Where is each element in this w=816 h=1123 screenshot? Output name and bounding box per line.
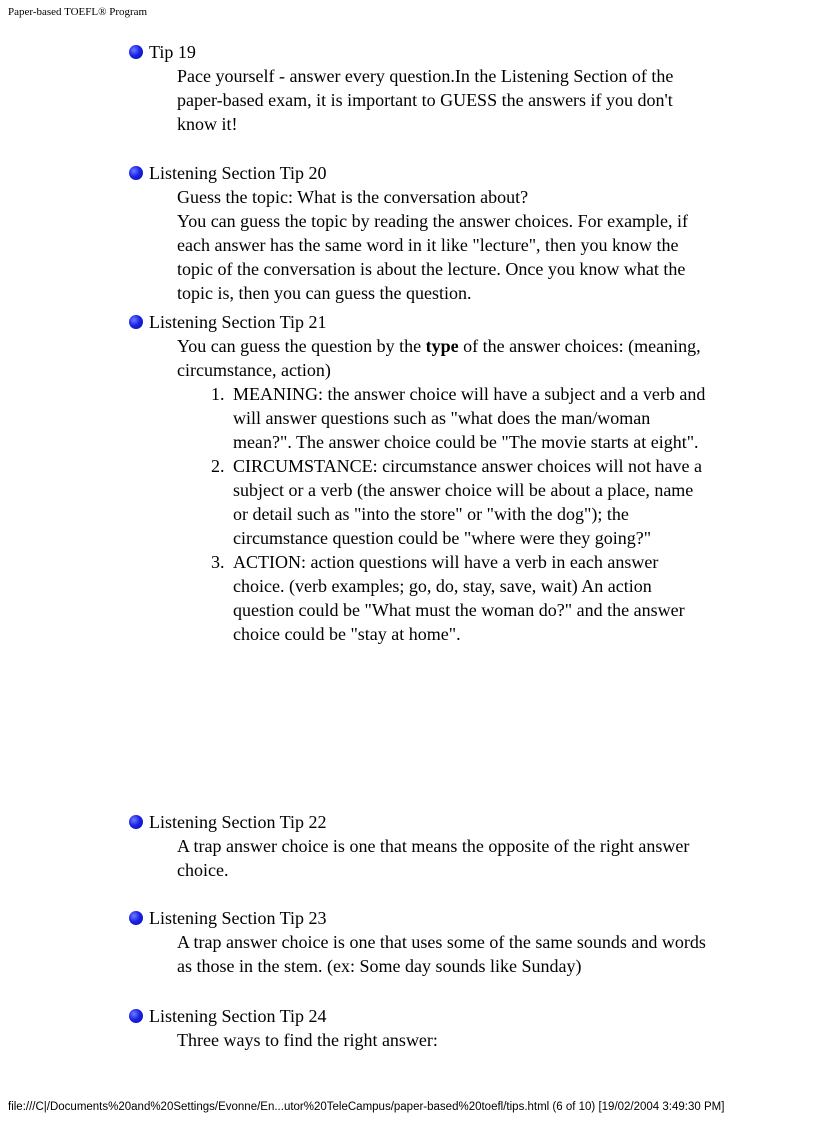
tip-body <box>177 834 709 882</box>
tip-title-text: Listening Section Tip 24 <box>149 1006 327 1026</box>
blue-bullet-icon <box>129 45 143 59</box>
tip-text: A trap answer choice is one that means the opposite of the right answer choice. <box>177 836 690 880</box>
tip-title-text: Listening Section Tip 23 <box>149 908 327 928</box>
intro-bold-text: type <box>425 336 459 356</box>
tip-21 <box>129 310 709 646</box>
tip-title <box>129 310 709 334</box>
list-item: 3. ACTION: action questions will have a verb in each answer choice. (verb examples; go, do, stay, save, wait) An action question could be "What must the woman do?" and the answer choice could be "stay at home". <box>229 550 709 646</box>
tip-24 <box>129 1004 709 1052</box>
tip-title-text: Listening Section Tip 20 <box>149 163 327 183</box>
tip-body <box>177 64 709 136</box>
page-header: Paper-based TOEFL® Program <box>8 6 148 18</box>
tip-title <box>129 906 709 930</box>
blue-bullet-icon <box>129 315 143 329</box>
blue-bullet-icon <box>129 1009 143 1023</box>
tip-22 <box>129 810 709 882</box>
intro-text: of the answer choices: (meaning, circumstance, action) <box>177 336 701 380</box>
tip-body <box>177 930 709 978</box>
tip-title <box>129 1004 709 1028</box>
tip-title-text: Listening Section Tip 22 <box>149 812 327 832</box>
tip-text: Three ways to find the right answer: <box>177 1030 438 1050</box>
blue-bullet-icon <box>129 815 143 829</box>
blue-bullet-icon <box>129 166 143 180</box>
tip-text: Guess the topic: What is the conversation about? <box>177 187 529 207</box>
tip-title-text: Listening Section Tip 21 <box>149 312 327 332</box>
intro-text: You can guess the question by the <box>177 336 426 356</box>
tip-title <box>129 161 709 185</box>
tip-intro <box>177 334 709 382</box>
list-item: 1. MEANING: the answer choice will have a subject and a verb and will answer questions such as "what does the man/woman mean?". The answer choice could be "The movie starts at eight". <box>229 382 709 454</box>
tip-title-text: Tip 19 <box>149 42 196 62</box>
list-item: 2. CIRCUMSTANCE: circumstance answer choices will not have a subject or a verb (the answer choice will be about a place, name or detail such as "into the store" or "with the dog"); the circumstance question could be "where were they going?" <box>229 454 709 550</box>
tip-text: Pace yourself - answer every question.In the Listening Section of the paper-based exam, it is important to GUESS the answers if you don't know it! <box>177 66 674 134</box>
tip-body <box>177 1028 709 1052</box>
tip-23 <box>129 906 709 978</box>
blue-bullet-icon <box>129 911 143 925</box>
tip-body <box>177 334 709 382</box>
tip-body <box>177 185 709 305</box>
tip-text: A trap answer choice is one that uses some of the same sounds and words as those in the stem. (ex: Some day sounds like Sunday) <box>177 932 706 976</box>
page-footer-url: file:///C|/Documents%20and%20Settings/Evonne/En...utor%20TeleCampus/paper-based%20toefl/tips.html (6 of 10) [19/02/2004 3:49:30 PM] <box>8 1101 725 1113</box>
tip-20 <box>129 161 709 305</box>
tip-text: You can guess the topic by reading the answer choices. For example, if each answer has the same word in it like "lecture", then you know the topic of the conversation is about the lecture. Once you know what the topic is, then you can guess the question. <box>177 211 689 303</box>
tip-title <box>129 810 709 834</box>
tip-title <box>129 40 709 64</box>
answer-type-list <box>177 382 709 646</box>
tip-19 <box>129 40 709 136</box>
